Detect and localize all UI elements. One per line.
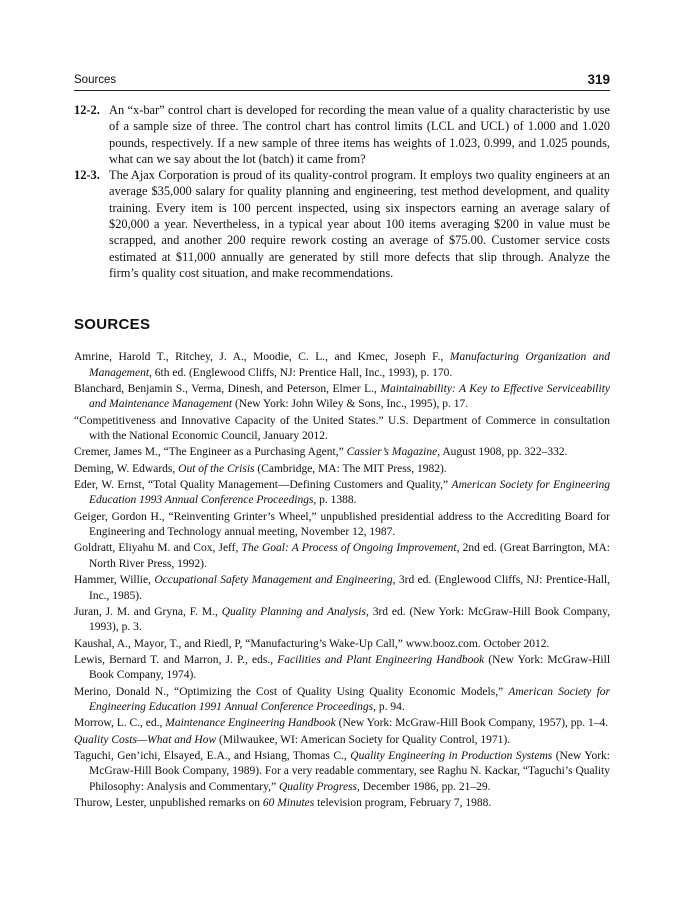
reference-item: Morrow, L. C., ed., Maintenance Engineering Handbook (New York: McGraw-Hill Book Company, 1957), pp. 1–4. [74, 717, 609, 730]
reference-item: Deming, W. Edwards, Out of the Crisis (Cambridge, MA: The MIT Press, 1982). [74, 462, 447, 475]
reference-item: “Competitiveness and Innovative Capacity of the United States.” U.S. Department of Commerce in consultation with the National Economic Council, January 2012. [74, 414, 610, 443]
problem-item [74, 167, 610, 281]
reference-item: Goldratt, Eliyahu M. and Cox, Jeff, The Goal: A Process of Ongoing Improvement, 2nd ed. (Great Barrington, MA: North River Press, 1992). [74, 542, 610, 570]
reference-item: Taguchi, Gen’ichi, Elsayed, E.A., and Hsiang, Thomas C., Quality Engineering in Production Systems (New York: McGraw-Hill Book Company, 1989). For a very readable commentary, see Raghu N. Kackar, “Taguchi’s Quality Philosophy: Analysis and Commentary,” Quality Progress, December 1986, pp. 21–29. [74, 749, 610, 793]
reference-item: Hammer, Willie, Occupational Safety Management and Engineering, 3rd ed. (Englewood Cliffs, NJ: Prentice-Hall, Inc., 1985). [74, 574, 610, 602]
reference-item: Blanchard, Benjamin S., Verma, Dinesh, and Peterson, Elmer L., Maintainability: A Key to Effective Serviceability and Maintenance Management (New York: John Wiley & Sons, Inc., 1995), p. 17. [74, 382, 610, 411]
page-number: 319 [587, 72, 610, 87]
problem-text: The Ajax Corporation is proud of its quality-control program. It employs two quality engineers at an average $35,000 salary for quality planning and engineering, test method development, and quality training. Every item is 100 percent inspected, using six inspectors earning an average salary of $20,000 a year. Nevertheless, in a typical year about 100 items averaging $200 in value must be scrapped, and another 200 require rework costing an average of $75.00. Customer service costs estimated at $11,000 annually are generated by still more defects that slip through. Analyze the firm’s quality cost situation, and make recommendations. [109, 168, 610, 280]
problem-item [74, 102, 610, 167]
sources-heading: SOURCES [74, 316, 151, 333]
reference-item: Quality Costs—What and How (Milwaukee, WI: American Society for Quality Control, 1971). [74, 733, 511, 746]
running-title: Sources [74, 74, 117, 86]
reference-item: Lewis, Bernard T. and Marron, J. P., eds., Facilities and Plant Engineering Handbook (New York: McGraw-Hill Book Company, 1974). [74, 653, 611, 682]
reference-item: Eder, W. Ernst, “Total Quality Management—Defining Customers and Quality,” American Society for Engineering Education 1993 Annual Conference Proceedings, p. 1388. [74, 478, 610, 507]
reference-item: Kaushal, A., Mayor, T., and Riedl, P, “Manufacturing’s Wake-Up Call,” www.booz.com. October 2012. [74, 637, 550, 650]
reference-item: Thurow, Lester, unpublished remarks on 60 Minutes television program, February 7, 1988. [74, 797, 492, 810]
problem-list [74, 102, 610, 281]
problem-text: An “x-bar” control chart is developed for recording the mean value of a quality characteristic by use of a sample size of three. The control chart has control limits (LCL and UCL) of 1.000 and 1.020 pounds, respectively. If a new sample of three items has weights of 1.023, 0.999, and 1.025 pounds, what can we say about the lot (batch) it came from? [109, 103, 610, 166]
running-header [74, 70, 610, 91]
problem-number: 12-2. [74, 103, 100, 117]
problem-number: 12-3. [74, 168, 100, 183]
reference-list [74, 350, 610, 812]
reference-item: Cremer, James M., “The Engineer as a Purchasing Agent,” Cassier’s Magazine, August 1908, pp. 322–332. [74, 446, 568, 459]
reference-item: Juran, J. M. and Gryna, F. M., Quality Planning and Analysis, 3rd ed. (New York: McGraw-Hill Book Company, 1993), p. 3. [74, 605, 611, 634]
reference-item: Merino, Donald N., “Optimizing the Cost of Quality Using Quality Economic Models,” American Society for Engineering Education 1991 Annual Conference Proceedings, p. 94. [74, 685, 610, 714]
reference-item: Geiger, Gordon H., “Reinventing Grinter’s Wheel,” unpublished presidential address to the Accrediting Board for Engineering and Technology annual meeting, November 12, 1987. [74, 510, 610, 539]
reference-item: Amrine, Harold T., Ritchey, J. A., Moodie, C. L., and Kmec, Joseph F., Manufacturing Organization and Management, 6th ed. (Englewood Cliffs, NJ: Prentice Hall, Inc., 1993), p. 170. [74, 351, 610, 379]
